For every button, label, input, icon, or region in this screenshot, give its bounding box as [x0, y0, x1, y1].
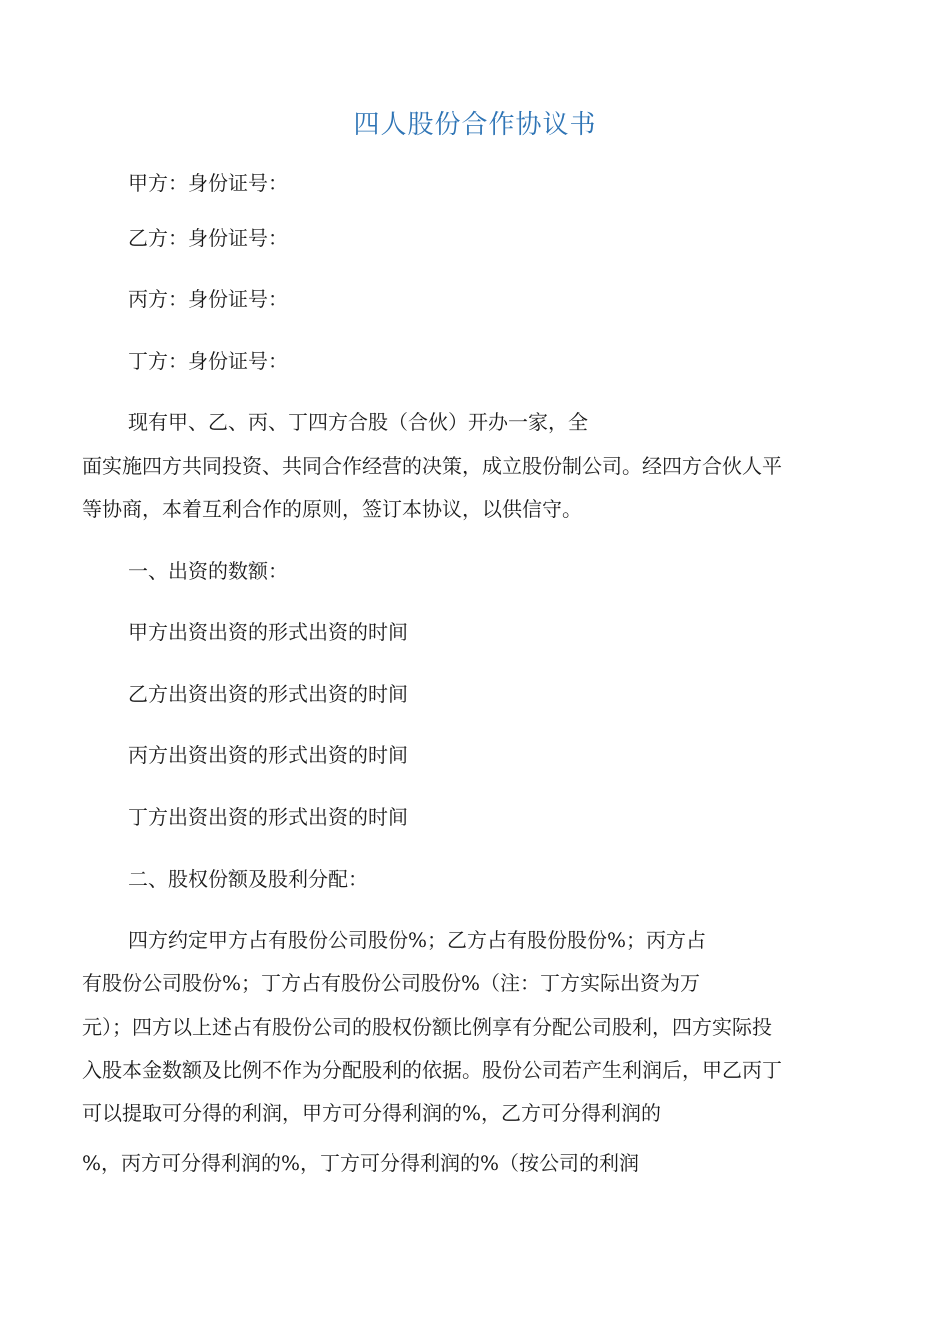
party-ding: 丁方：身份证号：: [128, 349, 288, 373]
section2-line-1: 四方约定甲方占有股份公司股份%；乙方占有股份股份%；丙方占: [128, 928, 707, 952]
section2-heading: 二、股权份额及股利分配：: [128, 867, 368, 891]
section1-heading: 一、出资的数额：: [128, 559, 288, 583]
section2-line-5: 可以提取可分得的利润，甲方可分得利润的%，乙方可分得利润的: [82, 1101, 662, 1125]
section2-line-6: %，丙方可分得利润的%，丁方可分得利润的%（按公司的利润: [82, 1151, 640, 1175]
intro-line-1: 现有甲、乙、丙、丁四方合股（合伙）开办一家，全: [128, 410, 588, 434]
section2-line-4: 入股本金数额及比例不作为分配股利的依据。股份公司若产生利润后，甲乙丙丁: [82, 1058, 782, 1082]
document-title: 四人股份合作协议书: [353, 110, 597, 140]
intro-line-2: 面实施四方共同投资、共同合作经营的决策，成立股份制公司。经四方合伙人平: [82, 454, 782, 478]
contribution-jia: 甲方出资出资的形式出资的时间: [128, 620, 408, 644]
contribution-bing: 丙方出资出资的形式出资的时间: [128, 743, 408, 767]
party-bing: 丙方：身份证号：: [128, 287, 288, 311]
section2-line-3: 元）；四方以上述占有股份公司的股权份额比例享有分配公司股利，四方实际投: [82, 1015, 772, 1039]
section2-line-2: 有股份公司股份%；丁方占有股份公司股份%（注：丁方实际出资为万: [82, 971, 701, 995]
party-yi: 乙方：身份证号：: [128, 226, 288, 250]
contribution-yi: 乙方出资出资的形式出资的时间: [128, 682, 408, 706]
contribution-ding: 丁方出资出资的形式出资的时间: [128, 805, 408, 829]
party-jia: 甲方：身份证号：: [128, 171, 288, 195]
intro-line-3: 等协商，本着互利合作的原则，签订本协议，以供信守。: [82, 497, 582, 521]
